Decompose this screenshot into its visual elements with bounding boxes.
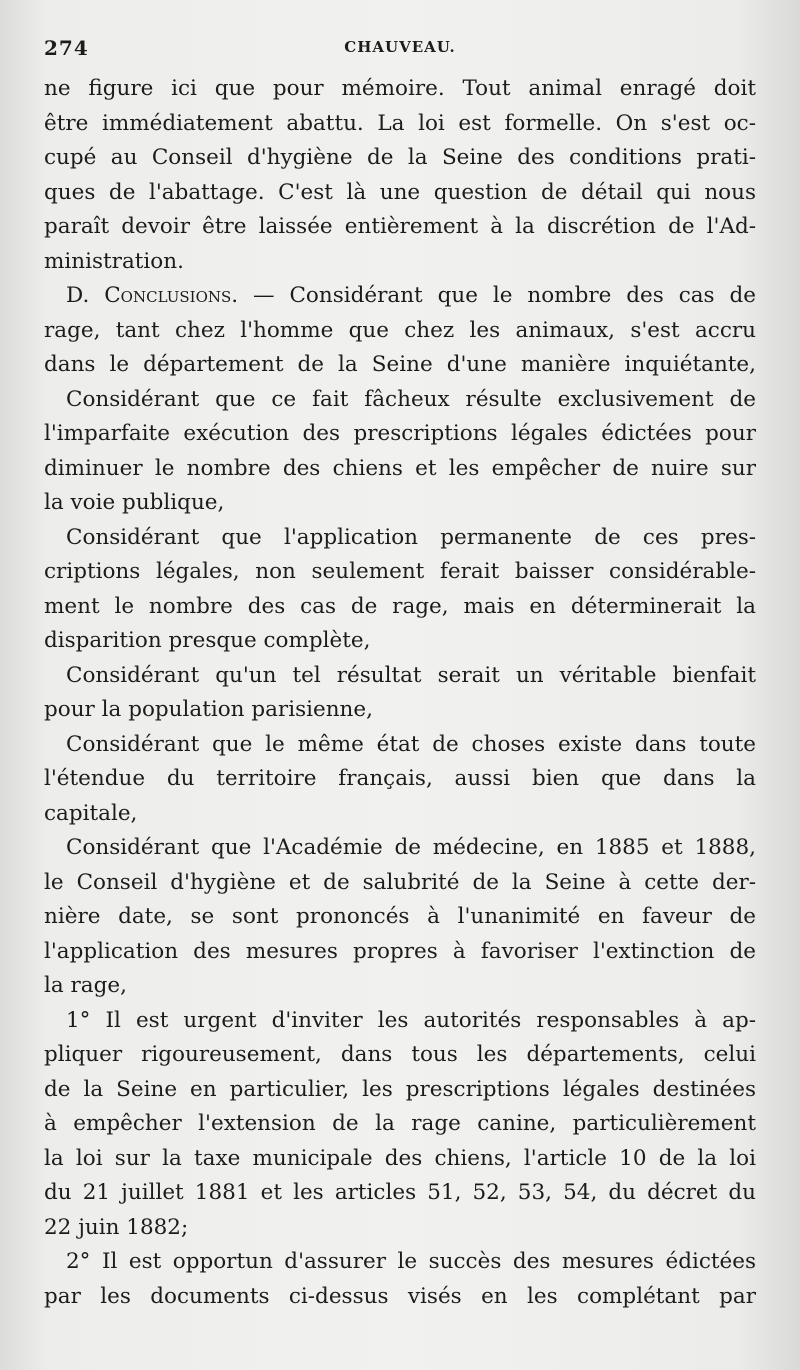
text-line: à empêcher l'extension de la rage canine, particulièrement [44, 1111, 756, 1136]
text-line: Considérant qu'un tel résultat serait un véritable bienfait [66, 662, 756, 688]
text-line: nière date, se sont prononcés à l'unanimité en faveur de [44, 904, 756, 929]
text-line: disparition presque complète, [44, 628, 371, 653]
body-text [44, 72, 756, 1314]
text-line: l'étendue du territoire français, aussi bien que dans la [44, 766, 756, 791]
text-line: cupé au Conseil d'hygiène de la Seine des conditions prati- [44, 145, 756, 170]
text-line: criptions légales, non seulement ferait baisser considérable- [44, 559, 756, 584]
text-line: pour la population parisienne, [44, 697, 373, 722]
text-line: Considérant que l'application permanente de ces pres- [66, 524, 756, 550]
page-number: 274 [44, 36, 89, 60]
text-line: ne figure ici que pour mémoire. Tout animal enragé doit [44, 76, 756, 101]
text-line: la voie publique, [44, 490, 225, 515]
text-line: 2° Il est opportun d'assurer le succès des mesures édictées [66, 1249, 756, 1274]
text-line: la rage, [44, 973, 127, 998]
text-line: pliquer rigoureusement, dans tous les départements, celui [44, 1042, 756, 1067]
text-line: la loi sur la taxe municipale des chiens, l'article 10 de la loi [44, 1145, 756, 1171]
text-line: Considérant que ce fait fâcheux résulte exclusivement de [66, 386, 756, 412]
text-line: être immédiatement abattu. La loi est formelle. On s'est oc- [44, 110, 756, 136]
text-line: 1° Il est urgent d'inviter les autorités responsables à ap- [66, 1007, 756, 1033]
text-line: ministration. [44, 248, 184, 274]
text-line: diminuer le nombre des chiens et les empêcher de nuire sur [44, 455, 756, 481]
text-line: ment le nombre des cas de rage, mais en déterminerait la [44, 593, 756, 619]
text-line: par les documents ci-dessus visés en les complétant par [44, 1283, 756, 1309]
page-header [44, 36, 756, 66]
text-line: Considérant que l'Académie de médecine, en 1885 et 1888, [66, 835, 756, 860]
text-line: 22 juin 1882; [44, 1214, 189, 1240]
text-line: du 21 juillet 1881 et les articles 51, 52, 53, 54, du décret du [44, 1180, 756, 1205]
text-line: capitale, [44, 800, 138, 826]
text-line: ques de l'abattage. C'est là une question de détail qui nous [44, 179, 756, 205]
text-line: l'application des mesures propres à favoriser l'extinction de [44, 938, 756, 964]
text-line: rage, tant chez l'homme que chez les animaux, s'est accru [44, 317, 756, 343]
section-line [44, 279, 756, 314]
text-line: l'imparfaite exécution des prescriptions légales édictées pour [44, 421, 756, 446]
text-line: de la Seine en particulier, les prescriptions légales destinées [44, 1076, 756, 1102]
text-line: dans le département de la Seine d'une manière inquiétante, [44, 352, 756, 377]
section-line-text: — Considérant que le nombre des cas de [238, 283, 756, 308]
section-heading: D. Conclusions. [66, 283, 239, 308]
text-line: Considérant que le même état de choses existe dans toute [66, 731, 756, 757]
running-head: CHAUVEAU. [344, 38, 456, 56]
text-line: paraît devoir être laissée entièrement à la discrétion de l'Ad- [44, 214, 756, 239]
text-line: le Conseil d'hygiène et de salubrité de la Seine à cette der- [44, 869, 756, 895]
